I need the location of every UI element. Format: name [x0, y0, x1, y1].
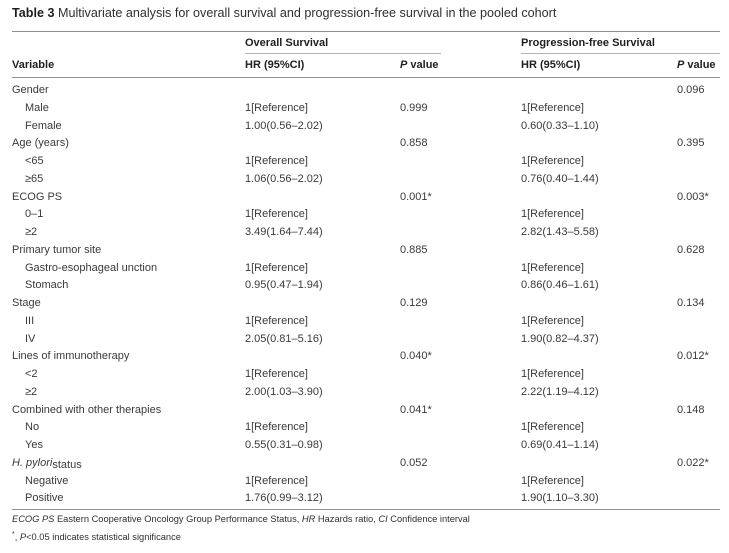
- table-row: [12, 171, 720, 189]
- table-row: [12, 490, 720, 508]
- pfs-group-rule: [521, 53, 720, 54]
- variable-cell: Age (years): [12, 137, 69, 150]
- table-row: [12, 206, 720, 224]
- abbr-term: ECOG PS: [12, 514, 55, 524]
- os-p-value-cell: 0.885: [400, 243, 428, 256]
- column-header-hr-pfs: HR (95%CI): [521, 59, 581, 71]
- pfs-hr-cell: 0.76(0.40–1.44): [521, 172, 599, 185]
- variable-cell: ≥65: [25, 172, 44, 185]
- pfs-hr-cell: 0.60(0.33–1.10): [521, 119, 599, 132]
- os-hr-cell: 3.49(1.64–7.44): [245, 226, 323, 238]
- pfs-hr-cell: 1[Reference]: [521, 421, 584, 434]
- group-header-pfs: Progression-free Survival: [521, 37, 655, 49]
- abbr-definition: Eastern Cooperative Oncology Group Performance Status,: [54, 514, 302, 524]
- variable-cell: Positive: [25, 492, 64, 505]
- variable-cell: Primary tumor site: [12, 243, 102, 256]
- pfs-hr-cell: 1.90(0.82–4.37): [521, 332, 599, 345]
- pfs-p-value-cell: 0.628: [677, 243, 705, 256]
- table-row: [12, 437, 720, 455]
- abbr-definition: Confidence interval: [387, 514, 470, 524]
- variable-cell: Stage: [12, 297, 41, 309]
- table-title: Multivariate analysis for overall survival and progression-free survival in the pooled cohort: [57, 6, 557, 20]
- pfs-p-value-cell: 0.148: [677, 403, 705, 416]
- os-p-value-cell: 0.041*: [400, 403, 432, 416]
- variable-cell: Lines of immunotherapy: [12, 350, 130, 363]
- os-p-value-cell: 0.858: [400, 137, 428, 150]
- abbr-term: HR: [301, 514, 316, 524]
- column-header-variable: Variable: [12, 59, 55, 71]
- asterisk: *: [12, 531, 15, 538]
- p-letter: P: [677, 59, 685, 71]
- variable-cell: [12, 456, 82, 471]
- os-group-rule: [245, 53, 441, 54]
- variable-cell: <65: [25, 155, 44, 167]
- variable-cell: Yes: [25, 439, 43, 451]
- os-hr-cell: 0.55(0.31–0.98): [245, 439, 323, 451]
- table-row: [12, 419, 720, 437]
- os-p-value-cell: 0.129: [400, 297, 428, 309]
- pfs-hr-cell: 0.69(0.41–1.14): [521, 439, 599, 451]
- italic-term: H. pylori: [12, 456, 53, 469]
- table-row: [12, 348, 720, 366]
- os-p-value-cell: 0.999: [400, 101, 428, 114]
- bottom-rule: [12, 509, 720, 510]
- os-hr-cell: 1[Reference]: [245, 101, 308, 114]
- os-hr-cell: 0.95(0.47–1.94): [245, 279, 323, 292]
- table-row: [12, 242, 720, 260]
- table-row: [12, 331, 720, 349]
- table-row: [12, 384, 720, 402]
- variable-cell: Male: [25, 101, 49, 114]
- significance-footnote: [12, 531, 181, 542]
- column-header-p-pfs: [677, 59, 716, 71]
- variable-cell: Negative: [25, 474, 69, 487]
- variable-cell: <2: [25, 368, 38, 380]
- significance-text: <0.05 indicates statistical significance: [26, 532, 181, 543]
- pfs-p-value-cell: 0.012*: [677, 350, 709, 363]
- pfs-hr-cell: 1[Reference]: [521, 368, 584, 380]
- p-value-word: value: [407, 59, 439, 71]
- abbr-definition: Hazards ratio,: [315, 514, 379, 524]
- os-hr-cell: 1[Reference]: [245, 474, 308, 487]
- variable-cell: Gender: [12, 84, 49, 96]
- variable-cell: Stomach: [25, 279, 69, 292]
- variable-cell: ECOG PS: [12, 190, 63, 203]
- os-hr-cell: 1[Reference]: [245, 314, 308, 327]
- pfs-p-value-cell: 0.096: [677, 84, 705, 96]
- table-row: [12, 277, 720, 295]
- table-number: Table 3: [12, 6, 55, 20]
- table-row: [12, 455, 720, 473]
- pfs-hr-cell: 1[Reference]: [521, 474, 584, 487]
- variable-cell: Female: [25, 119, 62, 132]
- table-row: [12, 224, 720, 242]
- pfs-hr-cell: 1[Reference]: [521, 261, 584, 274]
- os-hr-cell: 1[Reference]: [245, 421, 308, 434]
- pfs-hr-cell: 1[Reference]: [521, 208, 584, 221]
- variable-cell: IV: [25, 332, 36, 345]
- table-caption: [12, 6, 720, 20]
- p-letter: P: [400, 59, 408, 71]
- os-hr-cell: 1[Reference]: [245, 261, 308, 274]
- table-row: [12, 153, 720, 171]
- pfs-hr-cell: 0.86(0.46–1.61): [521, 279, 599, 292]
- os-hr-cell: 2.05(0.81–5.16): [245, 332, 323, 345]
- table-row: [12, 260, 720, 278]
- pfs-hr-cell: 1[Reference]: [521, 155, 584, 167]
- os-hr-cell: 1[Reference]: [245, 368, 308, 380]
- abbreviations-footnote: [12, 514, 470, 524]
- p-letter: P: [19, 532, 27, 543]
- p-value-word: value: [684, 59, 716, 71]
- table-row: [12, 473, 720, 491]
- os-p-value-cell: 0.052: [400, 456, 428, 469]
- table-row: [12, 402, 720, 420]
- pfs-p-value-cell: 0.022*: [677, 456, 709, 469]
- os-hr-cell: 1[Reference]: [245, 155, 308, 167]
- pfs-p-value-cell: 0.134: [677, 297, 705, 309]
- group-header-os: Overall Survival: [245, 37, 329, 49]
- table-row: [12, 118, 720, 136]
- os-hr-cell: 1.00(0.56–2.02): [245, 119, 323, 132]
- os-p-value-cell: 0.040*: [400, 350, 432, 363]
- os-hr-cell: 1.76(0.99–3.12): [245, 492, 323, 505]
- variable-cell: ≥2: [25, 385, 38, 398]
- table-row: [12, 82, 720, 100]
- os-hr-cell: 1[Reference]: [245, 208, 308, 221]
- separator: ,: [14, 532, 20, 543]
- variable-cell: No: [25, 421, 40, 434]
- table-row: [12, 189, 720, 207]
- pfs-p-value-cell: 0.395: [677, 137, 705, 150]
- column-header-p-os: [400, 59, 439, 71]
- table-row: [12, 366, 720, 384]
- table-row: [12, 295, 720, 313]
- variable-cell: III: [25, 314, 35, 327]
- variable-cell: 0–1: [25, 208, 44, 221]
- abbr-term: CI: [378, 514, 388, 524]
- os-p-value-cell: 0.001*: [400, 190, 432, 203]
- os-hr-cell: 2.00(1.03–3.90): [245, 385, 323, 398]
- top-rule: [12, 31, 720, 32]
- variable-rest: status: [52, 458, 82, 471]
- variable-cell: ≥2: [25, 226, 38, 238]
- os-hr-cell: 1.06(0.56–2.02): [245, 172, 323, 185]
- header-bottom-rule: [12, 77, 720, 78]
- pfs-hr-cell: 1[Reference]: [521, 314, 584, 327]
- variable-cell: Gastro-esophageal unction: [25, 261, 158, 274]
- column-header-hr-os: HR (95%CI): [245, 59, 305, 71]
- table-row: [12, 313, 720, 331]
- table-row: [12, 135, 720, 153]
- table-row: [12, 100, 720, 118]
- pfs-hr-cell: 2.22(1.19–4.12): [521, 385, 599, 398]
- variable-cell: Combined with other therapies: [12, 403, 162, 416]
- pfs-hr-cell: 1.90(1.10–3.30): [521, 492, 599, 505]
- pfs-hr-cell: 2.82(1.43–5.58): [521, 226, 599, 238]
- pfs-hr-cell: 1[Reference]: [521, 101, 584, 114]
- pfs-p-value-cell: 0.003*: [677, 190, 709, 203]
